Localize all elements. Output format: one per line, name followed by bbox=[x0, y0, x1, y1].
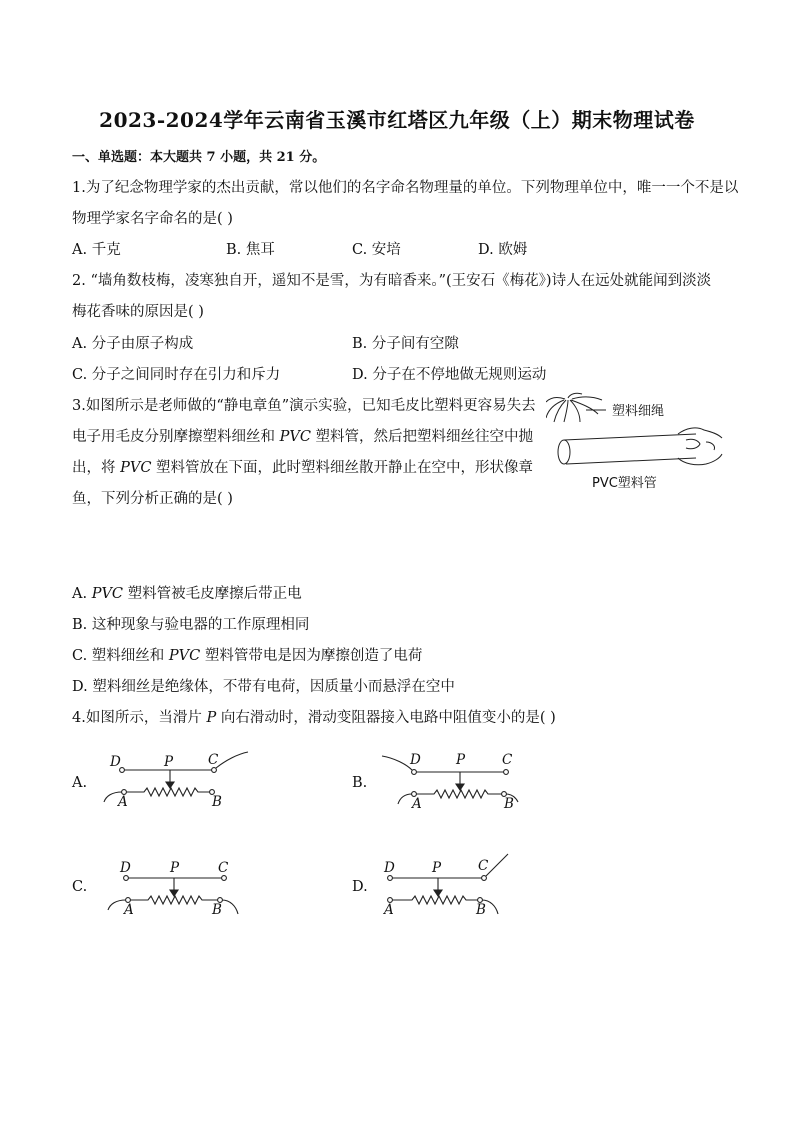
terminal-c-label: C bbox=[478, 858, 489, 874]
terminal-b-label: B bbox=[504, 796, 514, 812]
section-heading: 一、单选题：本大题共 7 小题，共 21 分。 bbox=[72, 150, 326, 165]
pvc-term: PVC bbox=[120, 460, 152, 476]
pvc-term: PVC bbox=[168, 648, 201, 664]
terminal-a-label: A bbox=[384, 902, 394, 918]
terminal-d-label: D bbox=[410, 752, 421, 768]
q3-stem-line4: 鱼，下列分析正确的是( ) bbox=[72, 491, 233, 507]
terminal-a-label: A bbox=[118, 794, 128, 810]
terminal-d-label: D bbox=[110, 754, 121, 770]
q3-stem-text: 电子用毛皮分别摩擦塑料细丝和 bbox=[72, 429, 280, 445]
plastic-string-label: 塑料细绳 bbox=[612, 404, 665, 419]
terminal-c-label: C bbox=[502, 752, 513, 768]
q3-option-text: 塑料管带电是因为摩擦创造了电荷 bbox=[200, 648, 423, 664]
terminal-b-label: B bbox=[212, 902, 222, 918]
q3-stem-line1: 3.如图所示是老师做的“静电章鱼”演示实验，已知毛皮比塑料更容易失去 bbox=[72, 398, 536, 414]
slider-p-term: P bbox=[206, 710, 217, 726]
q1-stem-line2: 物理学家名字命名的是( ) bbox=[72, 211, 233, 227]
q4-stem-text: 向右滑动时，滑动变阻器接入电路中阻值变小的是( ) bbox=[216, 710, 556, 726]
q1-stem-line1: 1.为了纪念物理学家的杰出贡献，常以他们的名字命名物理量的单位。下列物理单位中，唯一一个不是以 bbox=[72, 180, 739, 196]
terminal-b-label: B bbox=[476, 902, 486, 918]
terminal-c-label: C bbox=[218, 860, 229, 876]
q4-option-d-label: D. bbox=[352, 879, 368, 895]
q4-option-a-label: A. bbox=[72, 775, 88, 791]
pvc-term: PVC bbox=[279, 429, 311, 445]
q1-option-d: D. 欧姆 bbox=[478, 242, 528, 258]
terminal-c-label: C bbox=[208, 752, 219, 768]
q4-stem-line1 bbox=[72, 706, 556, 727]
slider-p-label: P bbox=[170, 860, 180, 876]
q4-option-b-label: B. bbox=[352, 775, 368, 791]
q3-option-text: C. 塑料细丝和 bbox=[72, 648, 169, 664]
q1-option-c: C. 安培 bbox=[352, 242, 401, 258]
terminal-b-label: B bbox=[212, 794, 222, 810]
q3-option-a bbox=[72, 582, 302, 603]
q3-option-b: B. 这种现象与验电器的工作原理相同 bbox=[72, 617, 310, 633]
slider-p-label: P bbox=[456, 752, 466, 768]
q3-option-c bbox=[72, 644, 422, 665]
q3-option-d: D. 塑料细丝是绝缘体，不带有电荷，因质量小而悬浮在空中 bbox=[72, 679, 455, 695]
rheostat-figure-c bbox=[102, 858, 252, 922]
q1-option-b: B. 焦耳 bbox=[226, 242, 275, 258]
slider-p-label: P bbox=[164, 754, 174, 770]
page-title: 2023-2024学年云南省玉溪市红塔区九年级（上）期末物理试卷 bbox=[99, 108, 695, 132]
q4-stem-text: 4.如图所示，当滑片 bbox=[72, 710, 207, 726]
q3-stem-text: 塑料管，然后把塑料细丝往空中抛 bbox=[310, 429, 534, 445]
q3-option-text: 塑料管被毛皮摩擦后带正电 bbox=[123, 586, 302, 602]
q3-stem-line3 bbox=[72, 456, 533, 477]
q2-option-c: C. 分子之间同时存在引力和斥力 bbox=[72, 367, 281, 383]
q3-stem-text: 塑料管放在下面，此时塑料细丝散开静止在空中，形状像章 bbox=[151, 460, 534, 476]
q2-stem-line2: 梅花香味的原因是( ) bbox=[72, 304, 204, 320]
rheostat-figure-d bbox=[380, 852, 530, 922]
q3-option-text: A. bbox=[72, 586, 92, 602]
terminal-d-label: D bbox=[120, 860, 131, 876]
q2-option-b: B. 分子间有空隙 bbox=[352, 336, 459, 352]
slider-p-label: P bbox=[432, 860, 442, 876]
pvc-tube-label: PVC塑料管 bbox=[592, 476, 657, 491]
q1-option-a: A. 千克 bbox=[72, 242, 121, 258]
q2-option-d: D. 分子在不停地做无规则运动 bbox=[352, 367, 547, 383]
q2-stem-line1: 2. “墙角数枝梅，凌寒独自开，遥知不是雪，为有暗香来。”(王安石《梅花》)诗人在远处就能闻到淡淡 bbox=[72, 273, 712, 289]
pvc-term: PVC bbox=[91, 586, 124, 602]
terminal-a-label: A bbox=[124, 902, 134, 918]
terminal-a-label: A bbox=[412, 796, 422, 812]
terminal-d-label: D bbox=[384, 860, 395, 876]
rheostat-circuit-d bbox=[380, 852, 530, 922]
rheostat-figure-a bbox=[100, 748, 250, 812]
static-octopus-figure bbox=[546, 392, 726, 494]
q4-option-c-label: C. bbox=[72, 879, 88, 895]
q2-option-a: A. 分子由原子构成 bbox=[72, 336, 194, 352]
q3-stem-line2 bbox=[72, 425, 533, 446]
rheostat-figure-b bbox=[380, 752, 530, 816]
q3-stem-text: 出，将 bbox=[72, 460, 121, 476]
